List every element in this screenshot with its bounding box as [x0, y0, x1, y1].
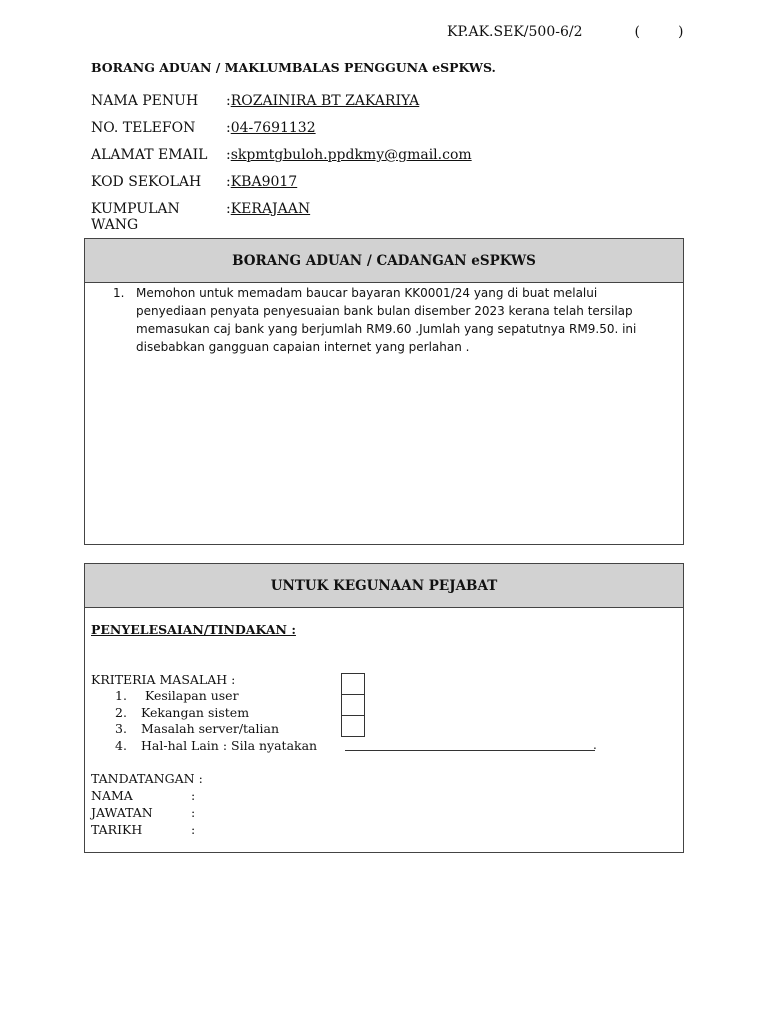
reference-number [447, 24, 683, 40]
complaint-item-number: 1. [113, 286, 125, 300]
field-row-fund [91, 201, 472, 233]
office-use-box [84, 563, 684, 853]
form-title: BORANG ADUAN / MAKLUMBALAS PENGGUNA eSPKWS. [91, 60, 496, 75]
field-label: NAMA PENUH [91, 93, 199, 109]
field-row-phone [91, 120, 472, 147]
checkbox-user-error[interactable] [341, 673, 365, 695]
applicant-details [91, 93, 472, 233]
field-separator: : [226, 120, 231, 136]
office-box-heading: UNTUK KEGUNAAN PEJABAT [85, 564, 683, 608]
field-separator: : [226, 174, 231, 190]
complaint-item-text: Memohon untuk memadam baucar bayaran KK0001/24 yang di buat melalui penyediaan penyata penyesuaian bank bulan disember 2023 kerana telah tersilap memasukan caj bank yang berjumlah RM9.60 .Jumlah yang sepatutnya RM9.50. ini disebabkan gangguan capaian internet yang perlahan . [136, 286, 637, 354]
field-label: NO. TELEFON [91, 120, 196, 136]
field-value-name: ROZAINIRA BT ZAKARIYA [230, 93, 420, 109]
complaint-box-heading: BORANG ADUAN / CADANGAN eSPKWS [85, 239, 683, 283]
criteria-item: 1. Kesilapan user [115, 688, 239, 703]
checkbox-server-issue[interactable] [341, 715, 365, 737]
signature-row: TANDATANGAN : [91, 771, 203, 786]
name-row: NAMA : [91, 788, 196, 803]
reference-code: KP.AK.SEK/500-6/2 [447, 24, 583, 40]
field-separator: : [226, 93, 231, 109]
field-separator: : [226, 201, 231, 217]
criteria-item: 3. Masalah server/talian [115, 721, 280, 737]
field-row-school-code [91, 174, 472, 201]
field-value-phone: 04-7691132 [230, 120, 316, 136]
paren-open: ( [634, 24, 640, 40]
field-value-fund: KERAJAAN [230, 201, 311, 217]
field-separator: : [226, 147, 231, 163]
criteria-list [115, 688, 317, 755]
field-label: ALAMAT EMAIL [91, 147, 208, 163]
complaint-box [84, 238, 684, 545]
field-label: KOD SEKOLAH [91, 174, 202, 190]
other-specify-line[interactable] [345, 750, 595, 751]
paren-close: ) [677, 24, 684, 40]
field-row-email [91, 147, 472, 174]
resolution-label: PENYELESAIAN/TINDAKAN : [91, 622, 296, 637]
criteria-label: KRITERIA MASALAH : [91, 672, 236, 687]
position-row: JAWATAN : [91, 805, 196, 820]
checkbox-system-limit[interactable] [341, 694, 365, 716]
field-value-school-code: KBA9017 [230, 174, 298, 190]
field-row-name [91, 93, 472, 120]
complaint-item [85, 283, 683, 356]
date-row: TARIKH : [91, 822, 196, 837]
field-label: KUMPULAN WANG [91, 201, 180, 233]
criteria-item: 4. Hal-hal Lain : Sila nyatakan [115, 738, 318, 754]
field-value-email[interactable]: skpmtgbuloh.ppdkmy@gmail.com [230, 147, 472, 163]
signature-block [91, 770, 203, 838]
criteria-checkboxes [341, 673, 365, 737]
criteria-item: 2. Kekangan sistem [115, 704, 250, 720]
other-specify-dot: . [593, 738, 597, 752]
